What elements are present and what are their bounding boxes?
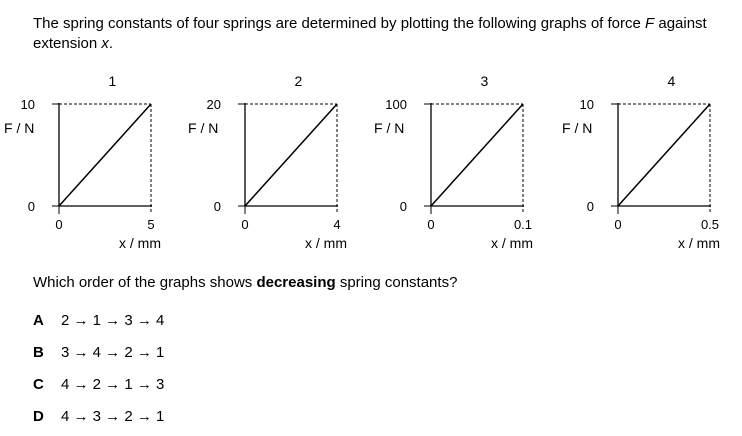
graph-1-title: 1 — [108, 73, 117, 89]
option-c[interactable] — [33, 376, 164, 393]
option-b-letter: B — [33, 344, 44, 361]
question-part2: against extension — [33, 15, 707, 52]
graph-3-xtick-max-label: 0.1 — [513, 217, 533, 232]
prompt-text — [33, 274, 457, 291]
graph-2-xtick-max-label: 4 — [333, 217, 341, 232]
graph-4-data-line — [618, 104, 710, 206]
graph-1-data-line — [59, 104, 151, 206]
question-part3: . — [108, 35, 114, 52]
graph-1-xtick-0-label: 0 — [55, 217, 63, 232]
graph-2-ytick-0-label: 0 — [213, 199, 221, 214]
graph-3-xtick-0-label: 0 — [427, 217, 435, 232]
graph-3-data-line — [431, 104, 523, 206]
graph-1-xtick-max-label: 5 — [147, 217, 155, 232]
graph-1-ylabel: F / N — [4, 120, 35, 136]
option-d-letter: D — [33, 408, 44, 425]
graph-4-xtick-0-label: 0 — [614, 217, 622, 232]
graph-2-data-line — [245, 104, 337, 206]
graph-4-ytick-0-label: 0 — [586, 199, 594, 214]
option-c-text: 4 → 2 → 1 → 3 — [61, 376, 165, 393]
prompt-before: Which order of the graphs shows — [33, 274, 257, 291]
prompt-bold: decreasing — [256, 274, 336, 291]
option-a-text: 2 → 1 → 3 → 4 — [61, 312, 165, 329]
graph-4-title: 4 — [667, 73, 676, 89]
question-part1: The spring constants of four springs are determined by plotting the following graphs of force — [33, 15, 646, 32]
graph-2-ylabel: F / N — [188, 120, 219, 136]
graph-3-ytick-0-label: 0 — [399, 199, 407, 214]
graph-4-xlabel: x / mm — [678, 235, 720, 251]
option-d-text: 4 → 3 → 2 → 1 — [61, 408, 165, 425]
graph-3-title: 3 — [480, 73, 489, 89]
graph-3-ytick-max-label: 100 — [385, 97, 407, 112]
graph-1-xlabel: x / mm — [119, 235, 161, 251]
graph-2-xlabel: x / mm — [305, 235, 347, 251]
graph-4-ytick-max-label: 10 — [579, 97, 594, 112]
graph-4-ylabel: F / N — [562, 120, 593, 136]
graph-4-xtick-max-label: 0.5 — [700, 217, 720, 232]
graph-1-ytick-max-label: 10 — [20, 97, 35, 112]
option-a-letter: A — [33, 312, 44, 329]
force-symbol: F — [645, 15, 655, 32]
option-b[interactable] — [33, 344, 164, 361]
graph-1-ytick-0-label: 0 — [27, 199, 35, 214]
extension-symbol: x — [101, 35, 109, 52]
graph-3-ylabel: F / N — [374, 120, 405, 136]
option-d[interactable] — [33, 408, 164, 425]
graph-2-xtick-0-label: 0 — [241, 217, 249, 232]
graph-3-xlabel: x / mm — [491, 235, 533, 251]
graph-2-ytick-max-label: 20 — [206, 97, 221, 112]
option-b-text: 3 → 4 → 2 → 1 — [61, 344, 165, 361]
option-c-letter: C — [33, 376, 44, 393]
graph-2-title: 2 — [294, 73, 303, 89]
prompt-after: spring constants? — [335, 274, 458, 291]
option-a[interactable] — [33, 312, 164, 329]
